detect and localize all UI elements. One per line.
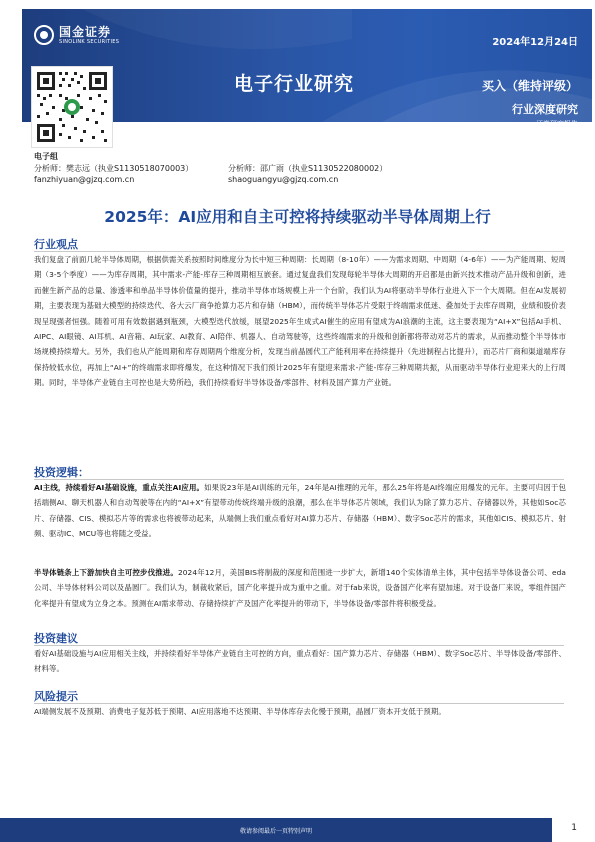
page-number: 1 <box>571 823 577 833</box>
logic-1-lead: AI主线，持续看好AI基础设施，重点关注AI应用。 <box>34 483 205 492</box>
report-date: 2024年12月24日 <box>492 37 578 48</box>
qr-code-icon <box>32 67 112 147</box>
report-main-title: 2025年：AI应用和自主可控将持续驱动半导体周期上行 <box>104 208 491 226</box>
analyst-info <box>34 151 387 186</box>
footer-disclaimer-link[interactable]: 敬请参阅最后一页特别声明 <box>239 828 312 835</box>
logo-english-name: SINOLINK SECURITIES <box>59 38 120 45</box>
industry-view-paragraph: 我们复盘了前面几轮半导体周期，根据供需关系按照时间维度分为长中短三种周期：长周期（8-10年）——为需求周期、中周期（4-6年）——为产能周期、短周期（3-5个季度）——为库存周期，其中需求-产能-库存三种周期相互嵌套。通过复盘我们发现每轮半导体大周期的开启都是由新兴技术推动产品升级和创新，进而催生新产品的总量、渗透率和单品半导体价值量的提升，推动半导体市场规模上升一个台阶，我们认为AI将驱动半导体行业进入下一个大周期。但在AI发展初期，主要表现为基础大模型的持续迭代、各大云厂商争抢算力芯片和存储（HBM），而传统半导体芯片受限于终端需求低迷、叠加处于去库存周期，业绩和股价表现呈现强者恒强。随着可用有效数据遇到瓶颈，大模型迭代放缓，展望2025年生成式AI催生的应用有望成为AI浪潮的主流，这主要表现为“AI+X”包括AI手机、AIPC、AI眼镜、AI耳机、AI音箱、AI玩家、AI教育、AI陪伴、机器人、自动驾驶等，这些终端需求的升级和创新都将带动对芯片的需求，从而推动整个半导体市场规模持续增大。另外，我们也从产能周期和库存周期两个维度分析，发现当前晶圆代工产能利用率在持续提升（先进制程占比提升），而芯片厂商和渠道端库存保持较低水位，再加上“AI+”的终端需求即将爆发，在这种情况下我们预计2025年有望迎来需求-产能-库存三种周期共振，从而驱动半导体行业迎来大的上行周期。同时，半导体产业链自主可控也是大势所趋，我们持续看好半导体设备/零部件、材料及国产算力产业链。 <box>34 255 566 388</box>
footer-bar <box>0 818 552 842</box>
company-logo <box>34 25 119 45</box>
report-subtype: 证券研究报告 <box>536 120 578 128</box>
research-group: 电子组 <box>34 152 58 161</box>
investment-logic-paragraph-1 <box>34 480 566 542</box>
risk-paragraph: AI端侧发展不及预期、消费电子复苏低于预期、AI应用落地不达预期、半导体库存去化慢于预期，晶圆厂资本开支低于预期。 <box>34 707 446 716</box>
logic-1-body: 如果说23年是AI训练的元年，24年是AI推理的元年，那么25年将是AI终端应用爆发的元年。主要可归因于包括端侧AI、聊天机器人和自动驾驶等在内的“AI+X”有望带动传统终端升级的浪潮，那么在半导体芯片领域，我们认为除了算力芯片、存储器以外，其他如Soc芯片、存储器、CIS、模拟芯片等的需求也将被带动起来，从端侧上我们重点看好对AI算力芯片、存储器（HBM）、数字Soc芯片的需求，其他如CIS、模拟芯片、射频、驱动IC、MCU等也将随之受益。 <box>34 483 566 539</box>
section-investment-logic-heading: 投资逻辑： <box>34 466 89 479</box>
section-investment-advice-heading: 投资建议 <box>34 632 78 645</box>
qr-code[interactable] <box>31 66 113 148</box>
logo-chinese-name: 国金证券 <box>59 24 112 39</box>
logic-2-body: 2024年12月，美国BIS将制裁的深度和范围进一步扩大，新增140个实体清单主体，其中包括半导体设备公司、eda公司、半导体材料公司以及晶圆厂。我们认为，制裁收紧后，国产化率提升成为重中之重。对于fab来说，设备国产化率有望加速。对于设备厂来说，零组件国产化率提升有望成为立身之本。预测在AI需求带动、存储持续扩产及国产化率提升的带动下，半导体设备/零部件将积极受益。 <box>34 568 567 608</box>
section-industry-view-heading: 行业观点 <box>34 238 78 251</box>
rating-label: 买入（维持评级） <box>481 79 578 93</box>
analyst-2-name: 分析师：邵广雨（执业S1130522080002） <box>228 163 388 173</box>
analyst-1-name: 分析师：樊志远（执业S1130518070003） <box>34 163 194 173</box>
logic-2-lead: 半导体链条上下游加快自主可控步伐推进。 <box>34 568 178 577</box>
report-type: 行业深度研究 <box>512 103 578 116</box>
analyst-2-email[interactable]: shaoguangyu@gjzq.com.cn <box>228 175 339 184</box>
investment-advice-paragraph: 看好AI基础设施与AI应用相关主线，并持续看好半导体产业链自主可控的方向，重点看好：国产算力芯片、存储器（HBM）、数字Soc芯片、半导体设备/零部件、材料等。 <box>34 649 566 674</box>
report-industry-title: 电子行业研究 <box>234 73 355 95</box>
logo-circle-icon <box>34 25 54 45</box>
section-risk-heading: 风险提示 <box>34 690 78 703</box>
analyst-1-email[interactable]: fanzhiyuan@gjzq.com.cn <box>34 175 135 184</box>
investment-logic-paragraph-2 <box>34 565 566 611</box>
